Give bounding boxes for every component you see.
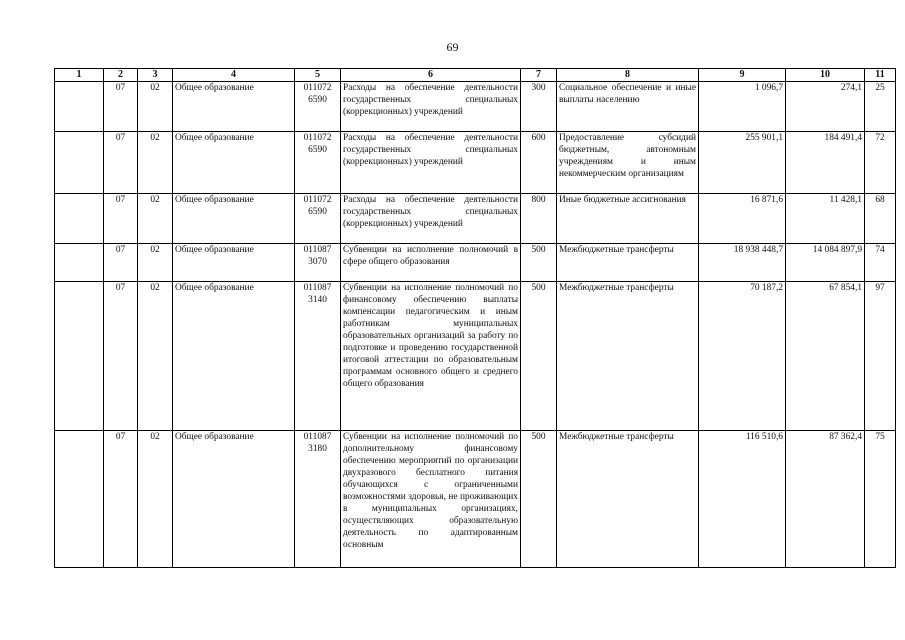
cell-amount-plan: 70 187,2 xyxy=(699,282,786,431)
budget-table xyxy=(54,68,896,568)
cell-article-name: Субвенции на исполнение полномочий по дополнительному финансовому обеспечению мероприятий по организации двухразового бесплатного питания обучающихся с ограниченными возможностями здоровья, не проживающих в муниципальных организациях, осуществляющих образовательную деятельность по адаптированным основным xyxy=(341,431,521,568)
cell-expense-type-name: Межбюджетные трансферты xyxy=(557,282,699,431)
column-header: 1 xyxy=(55,69,104,82)
table-row xyxy=(55,132,896,194)
cell-expense-type-name: Иные бюджетные ассигнования xyxy=(557,194,699,244)
cell-section: 07 xyxy=(104,244,138,282)
column-header: 8 xyxy=(557,69,699,82)
cell-target-article: 011072 6590 xyxy=(295,82,341,132)
cell-col1 xyxy=(55,82,104,132)
cell-target-article: 011072 6590 xyxy=(295,194,341,244)
table-row xyxy=(55,82,896,132)
cell-expense-type: 500 xyxy=(521,244,557,282)
cell-amount-actual: 14 084 897,9 xyxy=(786,244,865,282)
column-header: 5 xyxy=(295,69,341,82)
table-row xyxy=(55,431,896,568)
cell-expense-type-name: Предоставление субсидий бюджетным, автономным учреждениям и иным некоммерческим организациям xyxy=(557,132,699,194)
cell-section: 07 xyxy=(104,194,138,244)
cell-article-name: Расходы на обеспечение деятельности государственных специальных (коррекционных) учреждений xyxy=(341,194,521,244)
cell-percent: 25 xyxy=(865,82,896,132)
cell-expense-type: 600 xyxy=(521,132,557,194)
cell-target-article: 011072 6590 xyxy=(295,132,341,194)
cell-expense-type-name: Межбюджетные трансферты xyxy=(557,244,699,282)
cell-amount-actual: 184 491,4 xyxy=(786,132,865,194)
column-header: 10 xyxy=(786,69,865,82)
cell-section-name: Общее образование xyxy=(173,82,295,132)
cell-amount-actual: 11 428,1 xyxy=(786,194,865,244)
cell-subsection: 02 xyxy=(138,194,173,244)
cell-subsection: 02 xyxy=(138,282,173,431)
cell-target-article: 011087 3180 xyxy=(295,431,341,568)
cell-expense-type-name: Межбюджетные трансферты xyxy=(557,431,699,568)
cell-expense-type: 500 xyxy=(521,282,557,431)
cell-section-name: Общее образование xyxy=(173,132,295,194)
column-header: 6 xyxy=(341,69,521,82)
cell-expense-type: 300 xyxy=(521,82,557,132)
column-header: 3 xyxy=(138,69,173,82)
cell-percent: 74 xyxy=(865,244,896,282)
cell-percent: 75 xyxy=(865,431,896,568)
cell-col1 xyxy=(55,132,104,194)
column-header: 11 xyxy=(865,69,896,82)
cell-section-name: Общее образование xyxy=(173,431,295,568)
column-header: 7 xyxy=(521,69,557,82)
cell-article-name: Расходы на обеспечение деятельности государственных специальных (коррекционных) учреждений xyxy=(341,132,521,194)
cell-article-name: Субвенции на исполнение полномочий по финансовому обеспечению выплаты компенсации педагогическим и иным работникам муниципальных образовательных организаций за работу по подготовке и проведению государственной итоговой аттестации по образовательным программам основного общего и среднего общего образования xyxy=(341,282,521,431)
cell-amount-actual: 274,1 xyxy=(786,82,865,132)
cell-section: 07 xyxy=(104,431,138,568)
cell-section: 07 xyxy=(104,82,138,132)
cell-section-name: Общее образование xyxy=(173,194,295,244)
cell-amount-plan: 16 871,6 xyxy=(699,194,786,244)
table-row xyxy=(55,282,896,431)
cell-col1 xyxy=(55,282,104,431)
cell-subsection: 02 xyxy=(138,244,173,282)
column-header: 9 xyxy=(699,69,786,82)
column-header: 2 xyxy=(104,69,138,82)
cell-article-name: Субвенции на исполнение полномочий в сфере общего образования xyxy=(341,244,521,282)
cell-expense-type: 500 xyxy=(521,431,557,568)
table-row xyxy=(55,244,896,282)
cell-article-name: Расходы на обеспечение деятельности государственных специальных (коррекционных) учреждений xyxy=(341,82,521,132)
cell-section: 07 xyxy=(104,132,138,194)
table-header xyxy=(55,69,896,82)
cell-amount-plan: 18 938 448,7 xyxy=(699,244,786,282)
cell-amount-plan: 116 510,6 xyxy=(699,431,786,568)
column-header: 4 xyxy=(173,69,295,82)
cell-expense-type-name: Социальное обеспечение и иные выплаты населению xyxy=(557,82,699,132)
cell-col1 xyxy=(55,194,104,244)
cell-target-article: 011087 3070 xyxy=(295,244,341,282)
cell-subsection: 02 xyxy=(138,431,173,568)
cell-amount-plan: 255 901,1 xyxy=(699,132,786,194)
cell-subsection: 02 xyxy=(138,82,173,132)
table-row xyxy=(55,194,896,244)
cell-amount-actual: 67 854,1 xyxy=(786,282,865,431)
cell-col1 xyxy=(55,431,104,568)
cell-section-name: Общее образование xyxy=(173,244,295,282)
cell-amount-plan: 1 096,7 xyxy=(699,82,786,132)
cell-amount-actual: 87 362,4 xyxy=(786,431,865,568)
cell-subsection: 02 xyxy=(138,132,173,194)
cell-col1 xyxy=(55,244,104,282)
cell-section-name: Общее образование xyxy=(173,282,295,431)
cell-percent: 68 xyxy=(865,194,896,244)
cell-target-article: 011087 3140 xyxy=(295,282,341,431)
cell-percent: 97 xyxy=(865,282,896,431)
cell-percent: 72 xyxy=(865,132,896,194)
cell-expense-type: 800 xyxy=(521,194,557,244)
cell-section: 07 xyxy=(104,282,138,431)
page-number: 69 xyxy=(446,40,459,54)
